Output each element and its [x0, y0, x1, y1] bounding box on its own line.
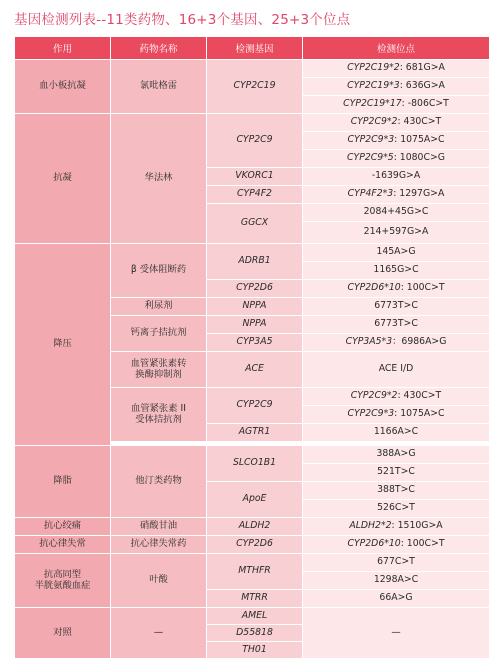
site-cell: 6773T>C	[303, 316, 490, 334]
site-cell: 6773T>C	[303, 298, 490, 316]
effect-cell	[15, 554, 111, 608]
site-cell: 2084+45G>C	[303, 204, 490, 222]
drug-cell: 硝酸甘油	[111, 518, 207, 536]
gene-cell: CYP2C9	[207, 388, 303, 424]
table-row	[15, 114, 490, 132]
drug-cell: 他汀类药物	[111, 446, 207, 518]
allele-label: CYP2C19*3	[347, 80, 400, 92]
gene-cell: CYP2D6	[207, 280, 303, 298]
site-cell: 66A>G	[303, 590, 490, 608]
table-row	[15, 60, 490, 78]
gene-cell: CYP2C9	[207, 114, 303, 168]
site-cell: -1639G>A	[303, 168, 490, 186]
effect-cell: 降压	[15, 244, 111, 446]
drug-cell: 抗心律失常药	[111, 536, 207, 554]
site-change: : 430C>T	[397, 390, 442, 402]
site-cell: 1298A>C	[303, 572, 490, 590]
header-site: 检测位点	[303, 37, 490, 60]
site-cell	[303, 114, 490, 132]
drug-cell: 华法林	[111, 114, 207, 244]
drug-cell: 氯吡格雷	[111, 60, 207, 114]
site-change: : 1075A>C	[394, 134, 445, 146]
effect-cell: 对照	[15, 608, 111, 659]
site-change: : 1297G>A	[393, 188, 445, 200]
site-cell: —	[303, 608, 490, 659]
site-cell	[303, 536, 490, 554]
allele-label: CYP2C9*3	[347, 408, 395, 420]
site-cell: 1166A>C	[303, 424, 490, 442]
site-cell: 521T>C	[303, 464, 490, 482]
header-effect: 作用	[15, 37, 111, 60]
effect-cell: 抗心律失常	[15, 536, 111, 554]
drug-cell: β 受体阻断药	[111, 244, 207, 298]
allele-label: CYP2C9*3	[347, 134, 395, 146]
drug-cell: 钙离子拮抗剂	[111, 316, 207, 352]
gene-cell: ADRB1	[207, 244, 303, 280]
site-cell	[303, 334, 490, 352]
allele-label: CYP2C9*2	[350, 116, 398, 128]
site-cell: 214+597G>A	[303, 222, 490, 244]
header-gene: 检测基因	[207, 37, 303, 60]
allele-label: CYP2D6*10	[347, 282, 401, 294]
site-change: : 636G>A	[399, 80, 445, 92]
effect-cell: 抗心绞痛	[15, 518, 111, 536]
drug-cell: 利尿剂	[111, 298, 207, 316]
gene-cell: AMEL	[207, 608, 303, 625]
effect-label: 抗高同型 半胱氨酸血症	[34, 568, 91, 591]
site-cell: 388T>C	[303, 482, 490, 500]
gene-cell: ApoE	[207, 482, 303, 518]
gene-cell: MTHFR	[207, 554, 303, 590]
site-cell: 526C>T	[303, 500, 490, 518]
allele-label: CYP3A5*3	[345, 336, 393, 348]
allele-label: CYP2D6*10	[347, 538, 401, 550]
table-row	[15, 554, 490, 572]
page-title: 基因检测列表--11类药物、16+3个基因、25+3个位点	[14, 12, 351, 28]
site-cell: 388A>G	[303, 446, 490, 464]
allele-label: CYP2C9*5	[347, 152, 394, 164]
gene-cell: NPPA	[207, 298, 303, 316]
site-cell: 677C>T	[303, 554, 490, 572]
effect-cell: 抗凝	[15, 114, 111, 244]
site-cell	[303, 132, 490, 150]
site-cell	[303, 388, 490, 406]
allele-label: CYP2C19*2	[347, 62, 400, 74]
table-row	[15, 446, 490, 464]
allele-label: CYP2C9*2	[350, 390, 398, 402]
gene-cell: ALDH2	[207, 518, 303, 536]
site-change: : 1510G>A	[391, 520, 443, 532]
gene-cell: GGCX	[207, 204, 303, 244]
allele-label: CYP2C19*17	[343, 98, 402, 110]
site-cell	[303, 280, 490, 298]
gene-test-table	[14, 36, 490, 659]
site-change: : 100C>T	[400, 538, 445, 550]
allele-label: ALDH2*2	[349, 520, 392, 532]
drug-label: 血管紧张素 II 受体拮抗剂	[131, 402, 186, 425]
gene-cell: CYP3A5	[207, 334, 303, 352]
site-cell	[303, 96, 490, 114]
site-cell	[303, 150, 490, 168]
site-change: : 1080C>G	[393, 152, 445, 164]
table-row	[15, 244, 490, 262]
site-change: : 430C>T	[397, 116, 442, 128]
gene-cell: MTRR	[207, 590, 303, 608]
site-cell: 145A>G	[303, 244, 490, 262]
drug-cell: 叶酸	[111, 554, 207, 608]
site-cell	[303, 186, 490, 204]
allele-label: CYP4F2*3	[347, 188, 394, 200]
drug-label: 血管紧张素转 换酶抑制剂	[130, 357, 187, 380]
table-row	[15, 608, 490, 625]
gene-cell: NPPA	[207, 316, 303, 334]
site-change: : 681G>A	[399, 62, 445, 74]
gene-cell: AGTR1	[207, 424, 303, 442]
table-header-row	[15, 37, 490, 60]
site-change: : 100C>T	[400, 282, 445, 294]
gene-cell: VKORC1	[207, 168, 303, 186]
table-row	[15, 536, 490, 554]
drug-cell	[111, 388, 207, 442]
effect-cell: 降脂	[15, 446, 111, 518]
site-cell	[303, 78, 490, 96]
site-change: : -806C>T	[401, 98, 449, 110]
gene-cell: TH01	[207, 642, 303, 659]
site-cell	[303, 518, 490, 536]
gene-cell: CYP2C19	[207, 60, 303, 114]
site-cell	[303, 60, 490, 78]
gene-cell: SLCO1B1	[207, 446, 303, 482]
site-cell	[303, 406, 490, 424]
gene-cell: CYP4F2	[207, 186, 303, 204]
site-change: ：6986A>G	[392, 336, 447, 348]
drug-cell: —	[111, 608, 207, 659]
site-change: : 1075A>C	[394, 408, 445, 420]
header-drug: 药物名称	[111, 37, 207, 60]
gene-cell: CYP2D6	[207, 536, 303, 554]
gene-cell: D55818	[207, 625, 303, 642]
site-cell: ACE I/D	[303, 352, 490, 388]
site-cell: 1165G>C	[303, 262, 490, 280]
effect-cell: 血小板抗凝	[15, 60, 111, 114]
gene-cell: ACE	[207, 352, 303, 388]
drug-cell	[111, 352, 207, 388]
table-row	[15, 518, 490, 536]
